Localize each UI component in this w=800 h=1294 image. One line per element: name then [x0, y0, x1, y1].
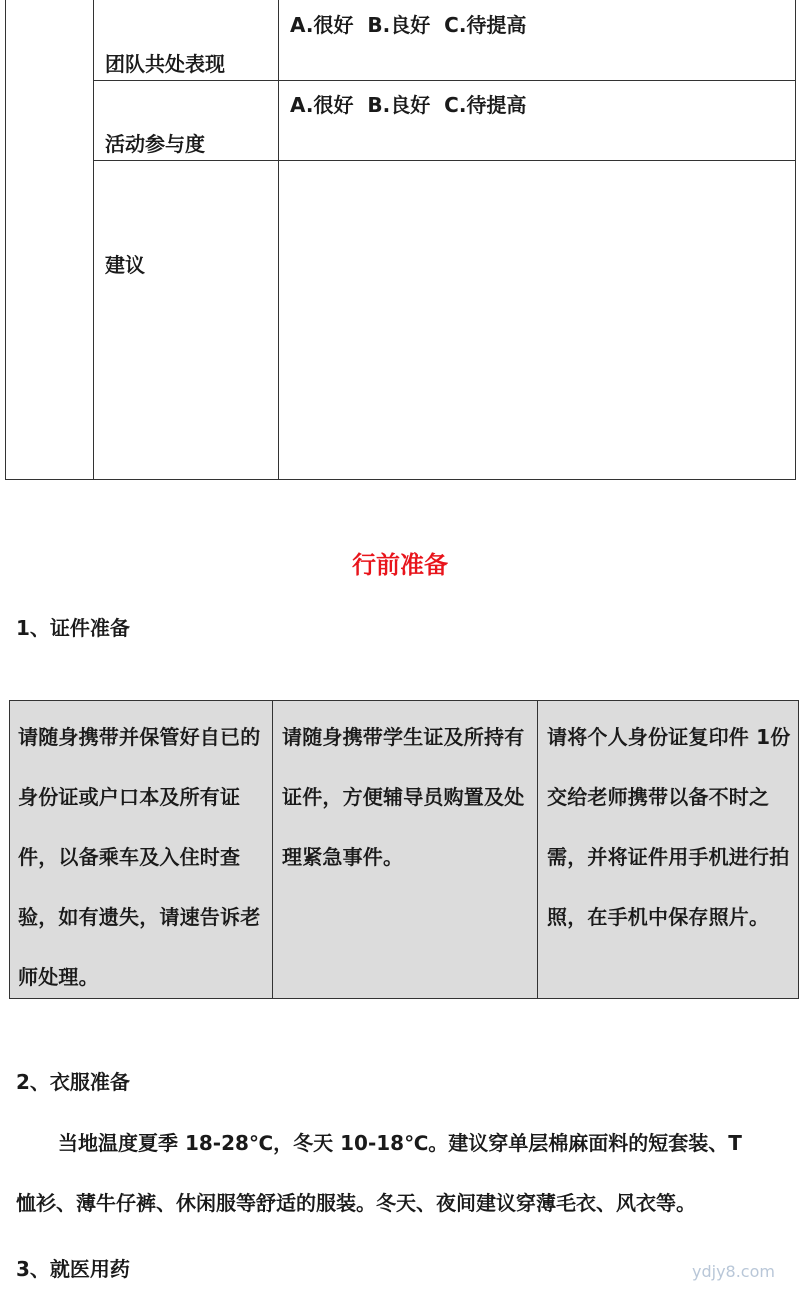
evaluation-table [5, 0, 796, 480]
heading-medicine: 3、就医用药 [16, 1257, 130, 1281]
documents-cell-2: 请随身携带学生证及所持有证件，方便辅导员购置及处理紧急事件。 [282, 725, 525, 869]
table-divider [93, 0, 94, 479]
heading-clothing: 2、衣服准备 [16, 1070, 130, 1094]
documents-cell-1: 请随身携带并保管好自已的身份证或户口本及所有证件，以备乘车及入住时查验，如有遗失，请速告诉老师处理。 [18, 725, 261, 989]
row-label-participation: 活动参与度 [105, 132, 205, 156]
heading-documents: 1、证件准备 [16, 616, 130, 640]
table-divider [93, 80, 795, 81]
clothing-paragraph-line-2: 恤衫、薄牛仔裤、休闲服等舒适的服装。冬天、夜间建议穿薄毛衣、风衣等。 [16, 1191, 696, 1215]
row-options-team-performance: A.很好 B.良好 C.待提高 [290, 13, 527, 37]
table-divider [272, 701, 273, 998]
clothing-paragraph-line-1: 当地温度夏季 18-28℃，冬天 10-18℃。建议穿单层棉麻面料的短套装、T [58, 1131, 742, 1155]
row-options-participation: A.很好 B.良好 C.待提高 [290, 93, 527, 117]
documents-cell-3: 请将个人身份证复印件 1份交给老师携带以备不时之需，并将证件用手机进行拍照，在手机中保存照片。 [547, 725, 791, 929]
table-divider [278, 0, 279, 479]
row-label-suggestions: 建议 [105, 253, 145, 277]
watermark: ydjy8.com [692, 1262, 775, 1281]
documents-table [9, 700, 799, 999]
section-title: 行前准备 [352, 551, 448, 579]
table-divider [537, 701, 538, 998]
table-divider [93, 160, 795, 161]
row-label-team-performance: 团队共处表现 [105, 52, 225, 76]
